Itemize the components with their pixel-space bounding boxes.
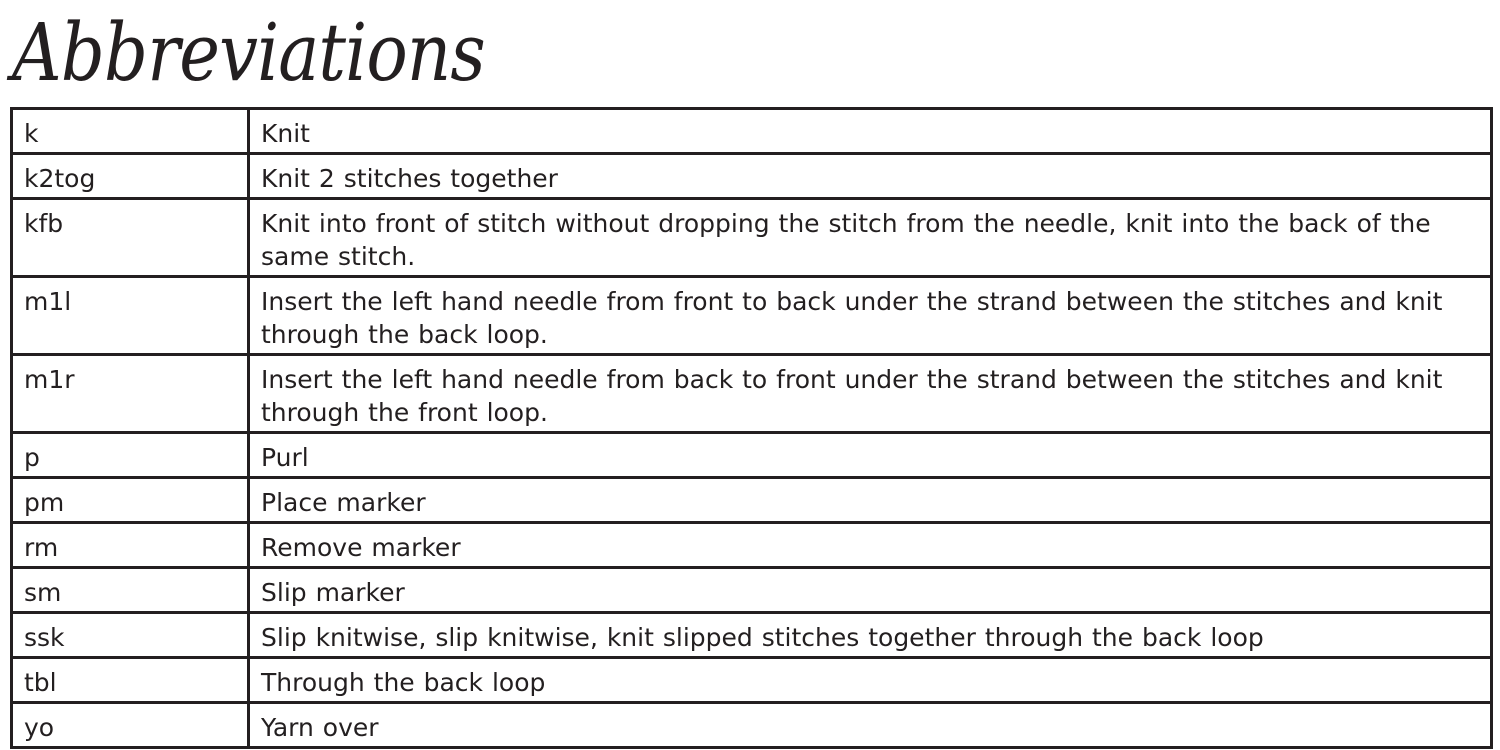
abbreviation-term: pm (12, 478, 249, 523)
page-title: Abbreviations (12, 6, 485, 99)
abbreviation-definition: Through the back loop (249, 658, 1492, 703)
abbreviation-definition: Purl (249, 433, 1492, 478)
abbreviation-definition: Slip knitwise, slip knitwise, knit slipped stitches together through the back loop (249, 613, 1492, 658)
abbreviation-term: kfb (12, 199, 249, 277)
table-row (12, 478, 1492, 523)
abbreviation-definition: Slip marker (249, 568, 1492, 613)
table-row (12, 277, 1492, 355)
abbreviation-term: p (12, 433, 249, 478)
abbreviation-term: m1r (12, 355, 249, 433)
table-row (12, 658, 1492, 703)
table-row (12, 154, 1492, 199)
abbreviation-definition: Place marker (249, 478, 1492, 523)
abbreviations-table (10, 107, 1493, 749)
abbreviation-term: sm (12, 568, 249, 613)
table-row (12, 568, 1492, 613)
abbreviation-definition: Knit into front of stitch without dropping the stitch from the needle, knit into the back of the same stitch. (249, 199, 1492, 277)
abbreviation-term: k2tog (12, 154, 249, 199)
table-row (12, 199, 1492, 277)
abbreviation-definition: Yarn over (249, 703, 1492, 748)
abbreviation-term: tbl (12, 658, 249, 703)
table-row (12, 355, 1492, 433)
table-row (12, 703, 1492, 748)
abbreviation-definition: Knit (249, 109, 1492, 154)
abbreviation-term: ssk (12, 613, 249, 658)
abbreviation-definition: Insert the left hand needle from back to front under the strand between the stitches and knit through the front loop. (249, 355, 1492, 433)
table-row (12, 613, 1492, 658)
abbreviation-definition: Knit 2 stitches together (249, 154, 1492, 199)
abbreviation-term: m1l (12, 277, 249, 355)
abbreviation-definition: Insert the left hand needle from front to back under the strand between the stitches and knit through the back loop. (249, 277, 1492, 355)
table-row (12, 433, 1492, 478)
abbreviation-term: k (12, 109, 249, 154)
abbreviation-definition: Remove marker (249, 523, 1492, 568)
abbreviation-term: rm (12, 523, 249, 568)
table-row (12, 109, 1492, 154)
abbreviation-term: yo (12, 703, 249, 748)
table-row (12, 523, 1492, 568)
